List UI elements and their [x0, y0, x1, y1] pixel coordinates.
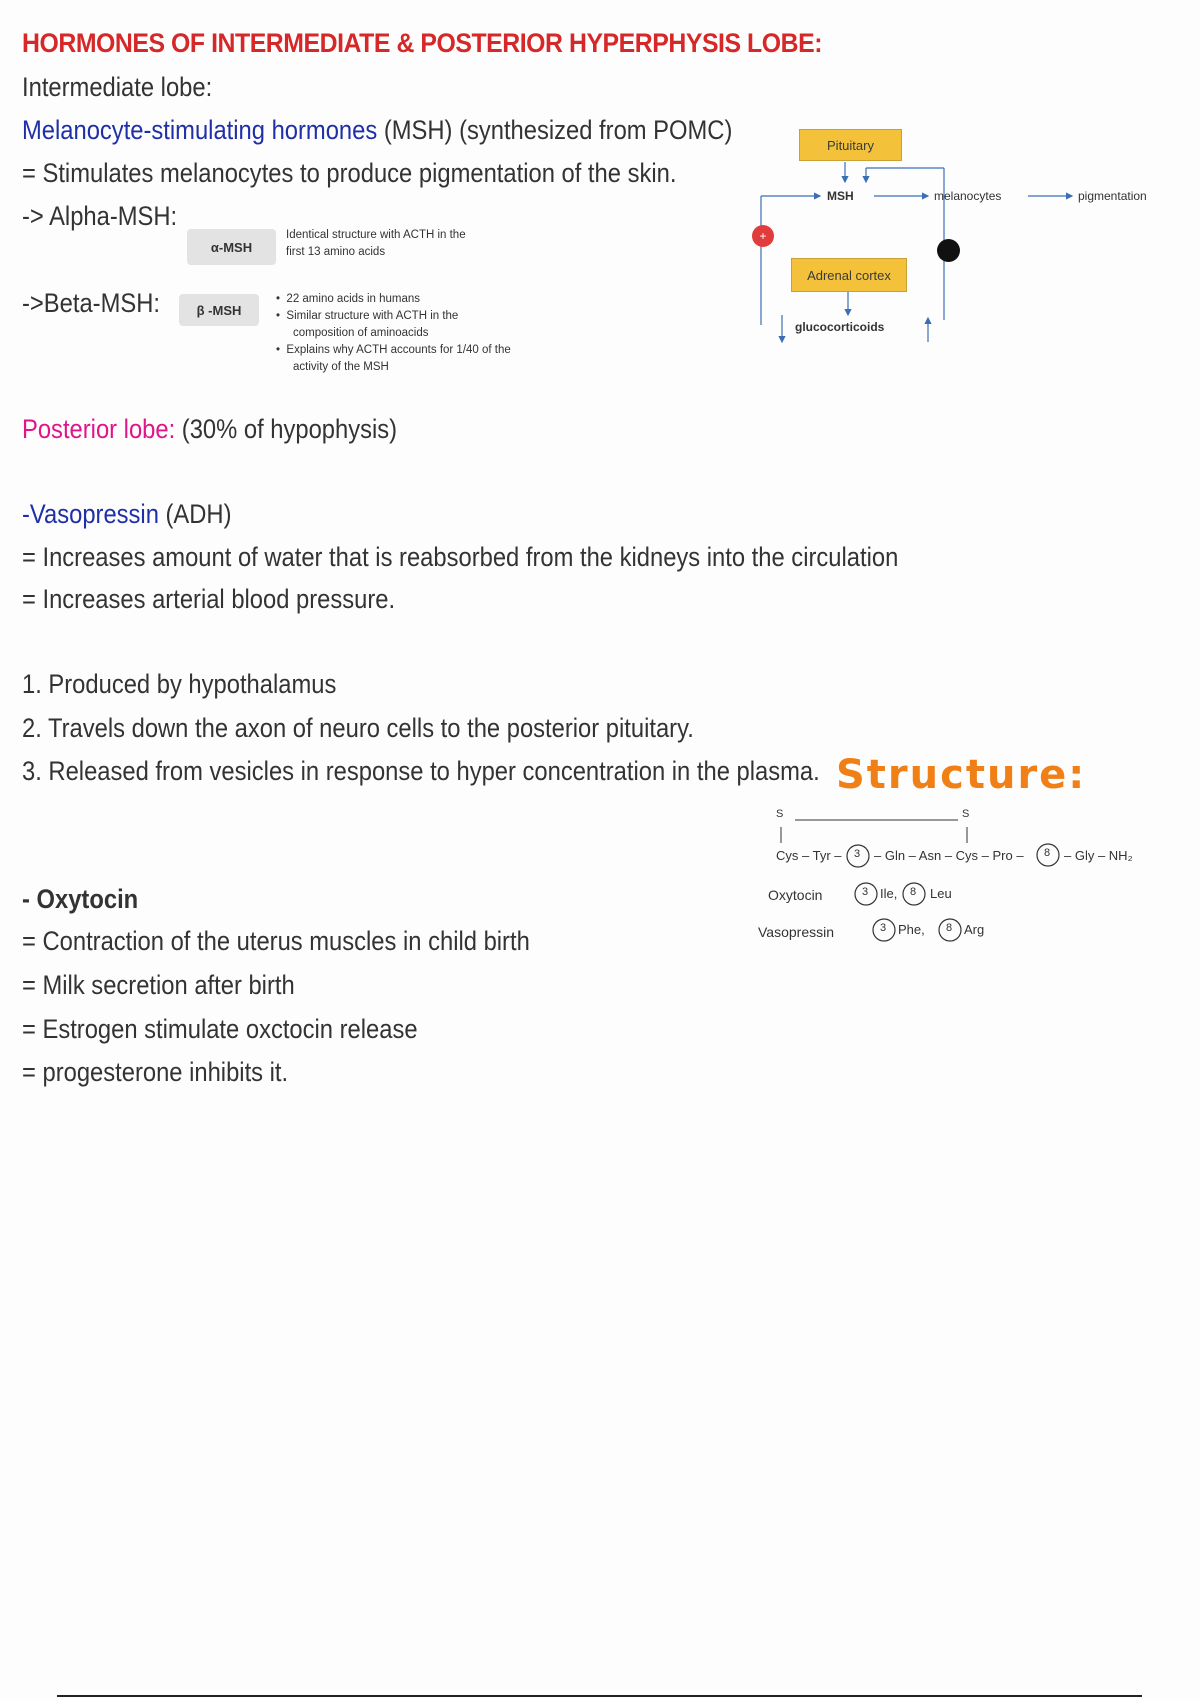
- sulfur-left: S: [776, 808, 784, 820]
- intermediate-heading: Intermediate lobe:: [22, 72, 213, 102]
- step-item: 1. Produced by hypothalamus: [22, 669, 337, 699]
- structure-heading: Structure:: [836, 752, 1087, 798]
- negative-feedback-icon: [937, 239, 960, 262]
- msh-note: (MSH) (synthesized from POMC): [377, 115, 733, 145]
- vaso-res3: Phe,: [898, 922, 925, 937]
- chain-c: – Gly – NH₂: [1064, 848, 1133, 863]
- beta-msh-label: ->Beta-MSH:: [22, 288, 160, 318]
- melanocytes-node: melanocytes: [934, 189, 1002, 203]
- msh-node: MSH: [827, 189, 854, 203]
- oxy-effect: = Milk secretion after birth: [22, 970, 295, 1000]
- msh-name: Melanocyte-stimulating hormones: [22, 115, 378, 145]
- vaso-effect: = Increases arterial blood pressure.: [22, 584, 396, 614]
- oxy-res3: Ile,: [880, 886, 898, 901]
- oxy-effect: = Contraction of the uterus muscles in child birth: [22, 926, 530, 956]
- oxytocin-heading: - Oxytocin: [22, 884, 139, 914]
- pituitary-box: Pituitary: [799, 129, 902, 161]
- beta-msh-desc: [276, 291, 511, 376]
- pigmentation-node: pigmentation: [1078, 189, 1147, 203]
- oxy-effect: = progesterone inhibits it.: [22, 1057, 289, 1087]
- alpha-msh-label: -> Alpha-MSH:: [22, 201, 178, 231]
- beta-desc-bullet: • 22 amino acids in humans: [276, 293, 421, 305]
- beta-desc-cont: activity of the MSH: [293, 361, 389, 373]
- oxy-res8: Leu: [930, 886, 952, 901]
- oxy-pos8: 8: [910, 886, 917, 898]
- adrenal-cortex-box: Adrenal cortex: [791, 258, 907, 292]
- beta-desc-bullet: • Explains why ACTH accounts for 1/40 of the: [276, 344, 511, 356]
- vasopressin-name: Vasopressin: [29, 499, 159, 529]
- posterior-heading: Posterior lobe:: [22, 414, 176, 444]
- alpha-msh-pill: α-MSH: [187, 229, 276, 265]
- alpha-desc-line: first 13 amino acids: [286, 246, 386, 258]
- step-item: 2. Travels down the axon of neuro cells to the posterior pituitary.: [22, 713, 694, 743]
- vasopressin-abbr: (ADH): [158, 499, 232, 529]
- oxytocin-label: Oxytocin: [768, 887, 823, 903]
- chain-b: – Gln – Asn – Cys – Pro –: [874, 848, 1024, 863]
- bottom-divider: [57, 1695, 1142, 1697]
- msh-line: [22, 115, 732, 146]
- chain-a: Cys – Tyr –: [776, 848, 842, 863]
- glucocorticoids-node: glucocorticoids: [795, 320, 885, 334]
- vaso-res8: Arg: [964, 922, 985, 937]
- beta-desc-cont: composition of aminoacids: [293, 327, 429, 339]
- position-3: 3: [854, 848, 861, 860]
- step-item: 3. Released from vesicles in response to hyper concentration in the plasma.: [22, 756, 820, 786]
- position-8: 8: [1044, 847, 1051, 859]
- msh-effect: = Stimulates melanocytes to produce pigmentation of the skin.: [22, 158, 677, 188]
- page-title: HORMONES OF INTERMEDIATE & POSTERIOR HYPERPHYSIS LOBE:: [22, 28, 823, 58]
- vaso-effect: = Increases amount of water that is reabsorbed from the kidneys into the circulation: [22, 542, 899, 572]
- sulfur-right: S: [962, 808, 970, 820]
- vaso-pos3: 3: [880, 922, 887, 934]
- beta-msh-pill: β -MSH: [179, 294, 259, 326]
- beta-desc-bullet: • Similar structure with ACTH in the: [276, 310, 459, 322]
- vaso-pos8: 8: [946, 922, 953, 934]
- vasopressin-label: Vasopressin: [758, 924, 835, 940]
- alpha-msh-desc: [286, 227, 466, 261]
- positive-feedback-icon: +: [752, 225, 774, 247]
- vasopressin-line: [22, 499, 232, 530]
- vaso-prefix: -: [22, 499, 30, 529]
- oxy-pos3: 3: [862, 886, 869, 898]
- alpha-desc-line: Identical structure with ACTH in the: [286, 229, 466, 241]
- posterior-note: (30% of hypophysis): [175, 414, 398, 444]
- posterior-line: [22, 414, 397, 445]
- oxy-effect: = Estrogen stimulate oxctocin release: [22, 1014, 418, 1044]
